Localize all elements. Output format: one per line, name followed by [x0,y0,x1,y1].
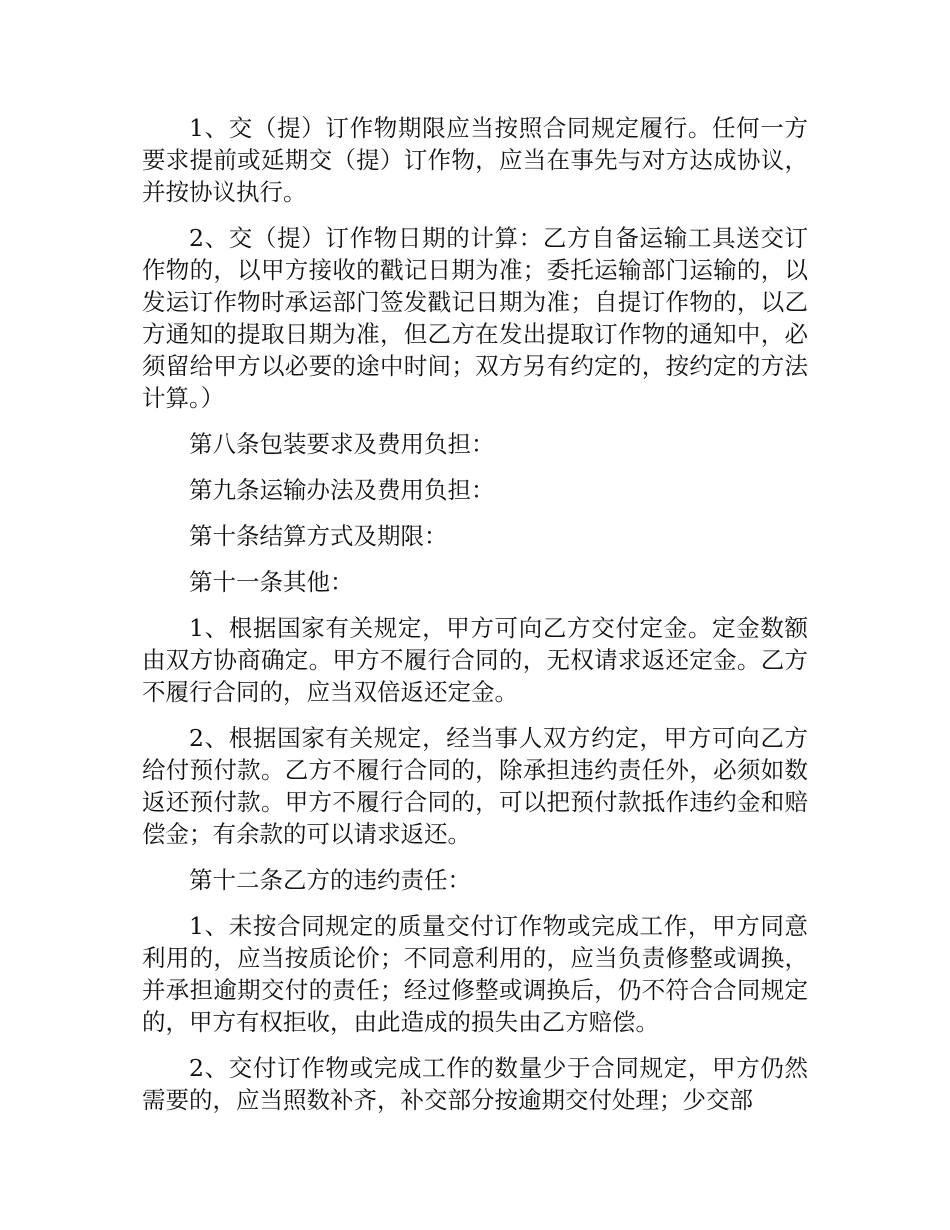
paragraph-quantity-breach: 2、交付订作物或完成工作的数量少于合同规定，甲方仍然需要的，应当照数补齐，补交部分按逾期交付处理；少交部 [142,1054,808,1114]
article-9-heading: 第九条运输办法及费用负担： [189,476,495,504]
document-body [142,112,808,1130]
article-10-heading: 第十条结算方式及期限： [189,522,448,550]
paragraph-quality-breach: 1、未按合同规定的质量交付订作物或完成工作，甲方同意利用的，应当按质论价；不同意利用的，应当负责修整或调换，并承担逾期交付的责任；经过修整或调换后，仍不符合合同规定的，甲方有权拒收，由此造成的损失由乙方赔偿。 [142,912,808,1036]
article-8-heading: 第八条包装要求及费用负担： [189,430,495,458]
paragraph-delivery-date-calculation: 2、交（提）订作物日期的计算：乙方自备运输工具送交订作物的，以甲方接收的戳记日期为准；委托运输部门运输的，以发运订作物时承运部门签发戳记日期为准；自提订作物的，以乙方通知的提取日期为准，但乙方在发出提取订作物的通知中，必须留给甲方以必要的途中时间；双方另有约定的，按约定的方法计算。） [142,224,808,412]
article-12-heading: 第十二条乙方的违约责任： [189,866,471,894]
paragraph-advance-payment: 2、根据国家有关规定，经当事人双方约定，甲方可向乙方给付预付款。乙方不履行合同的，除承担违约责任外，必须如数返还预付款。甲方不履行合同的，可以把预付款抵作违约金和赔偿金；有余款的可以请求返还。 [142,724,808,848]
paragraph-deposit: 1、根据国家有关规定，甲方可向乙方交付定金。定金数额由双方协商确定。甲方不履行合同的，无权请求返还定金。乙方不履行合同的，应当双倍返还定金。 [142,614,808,706]
paragraph-delivery-term: 1、交（提）订作物期限应当按照合同规定履行。任何一方要求提前或延期交（提）订作物，应当在事先与对方达成协议，并按协议执行。 [142,114,808,206]
article-11-heading: 第十一条其他： [189,568,354,596]
